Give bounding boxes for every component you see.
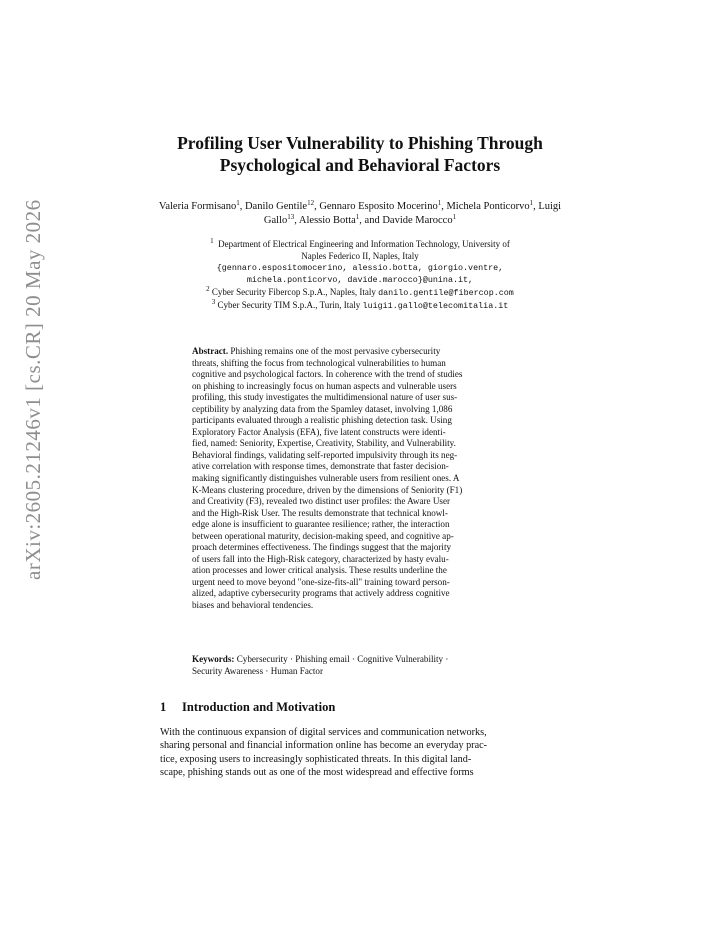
- email-list-line-2: michela.ponticorvo, davide.marocco}@unina.it,: [246, 275, 474, 285]
- abstract-line: between operational maturity, decision-making speed, and cognitive ap-: [192, 530, 454, 541]
- abstract-line: of users fall into the High-Risk category, characterized by hasty evalu-: [192, 553, 449, 564]
- email-address: luigi1.gallo@telecomitalia.it: [362, 301, 509, 311]
- abstract-line: K-Means clustering procedure, driven by the dimensions of Seniority (F1): [192, 484, 463, 495]
- paper-title: [140, 132, 580, 176]
- affiliation-block: [150, 238, 570, 312]
- author-affiliation-mark: 1: [452, 213, 457, 221]
- abstract-line: profiling, this study investigates the multidimensional nature of user sus-: [192, 392, 458, 403]
- author-name: Alessio Botta: [298, 215, 356, 226]
- author-name: Michela Ponticorvo: [446, 201, 530, 212]
- body-line: tice, exposing users to increasingly sophisticated threats. In this digital land-: [160, 753, 472, 765]
- section-heading: [160, 699, 335, 715]
- abstract-line: alized, adaptive cybersecurity programs that actively address cognitive: [192, 588, 450, 599]
- keywords: Keywords: Cybersecurity · Phishing email · Cognitive Vulnerability · Security Awareness · Human Factor: [192, 654, 449, 676]
- abstract-line: ative correlation with response times, demonstrate that faster decision-: [192, 461, 449, 472]
- affiliation-1: $^1$ Department of Electrical Engineering and Information Technology, University of: [210, 237, 510, 249]
- abstract-line: making significantly distinguishes vulnerable users from resilient ones. A: [192, 473, 460, 484]
- author-affiliation-mark: 1: [355, 213, 360, 221]
- author-name: Luigi Gallo: [263, 201, 562, 226]
- arxiv-identifier: arXiv:2605.21246v1 [cs.CR] 20 May 2026: [21, 199, 45, 580]
- author-affiliation-mark: 13: [287, 213, 295, 221]
- abstract-line: biases and behavioral tendencies.: [192, 600, 314, 611]
- section-title: Introduction and Motivation: [182, 700, 336, 714]
- title-line-1: Profiling User Vulnerability to Phishing Through: [177, 133, 543, 153]
- title-line-2: Psychological and Behavioral Factors: [219, 155, 501, 175]
- section-number: 1: [160, 700, 167, 714]
- abstract-label: Abstract.: [192, 346, 229, 356]
- body-line: sharing personal and financial information online has become an everyday prac-: [160, 740, 488, 752]
- author-affiliation-mark: 12: [307, 199, 315, 207]
- author-affiliation-mark: 1: [236, 199, 240, 207]
- body-line: scape, phishing stands out as one of the most widespread and effective forms: [160, 767, 474, 779]
- author-name: Davide Marocco: [382, 215, 453, 226]
- abstract-line: proach determines effectiveness. The findings suggest that the majority: [192, 542, 452, 553]
- author-name: Gennaro Esposito Mocerino: [319, 201, 438, 212]
- abstract-line: ceptibility by analyzing data from the Spamley dataset, involving 1,086: [192, 403, 453, 414]
- author-name: Danilo Gentile: [244, 201, 308, 212]
- abstract-line: threats, shifting the focus from technological vulnerabilities to human: [192, 357, 446, 368]
- affiliation-3: $^3$ Cyber Security TIM S.p.A., Turin, Italy luigi1.gallo@telecomitalia.it: [211, 298, 509, 311]
- abstract-line: fied, named: Seniority, Expertise, Creativity, Stability, and Vulnerability.: [192, 438, 456, 449]
- abstract-line: Abstract. Phishing remains one of the most pervasive cybersecurity: [192, 346, 441, 356]
- author-affiliation-mark: 1: [529, 199, 534, 207]
- author-list: Valeria Formisano$^1$, Danilo Gentile$^{12}$, Gennaro Esposito Mocerino$^1$, Michela Ponticorvo$^1$, Luigi Gallo$^{13}$, Alessio Botta$^1$, and Davide Marocco$^1$: [158, 199, 562, 226]
- body-line: With the continuous expansion of digital services and communication networks,: [160, 727, 487, 738]
- affiliation-2: $^2$ Cyber Security Fibercop S.p.A., Naples, Italy danilo.gentile@fibercop.com: [206, 285, 514, 298]
- introduction-body: [160, 726, 562, 780]
- affiliation-1-cont: Naples Federico II, Naples, Italy: [301, 251, 419, 261]
- abstract-line: Exploratory Factor Analysis (EFA), five latent constructs were identi-: [192, 426, 446, 437]
- abstract-line: ation processes and lower critical analysis. These results underline the: [192, 565, 447, 576]
- author-name: Valeria Formisano: [158, 201, 237, 212]
- abstract-line: and Creativity (F3), revealed two distinct user profiles: the Aware User: [192, 496, 451, 507]
- abstract: [192, 346, 532, 612]
- author-affiliation-mark: 1: [437, 199, 442, 207]
- keywords-label: Keywords:: [192, 654, 235, 664]
- abstract-line: urgent need to move beyond "one-size-fits-all" training toward person-: [192, 576, 450, 587]
- abstract-line: and the High-Risk User. The results demonstrate that technical knowl-: [192, 507, 448, 518]
- abstract-line: Behavioral findings, validating self-reported impulsivity through its neg-: [192, 449, 458, 460]
- abstract-line: cognitive and psychological factors. In coherence with the trend of studies: [192, 369, 463, 380]
- abstract-line: edge alone is insufficient to guarantee resilience; rather, the interaction: [192, 519, 450, 530]
- email-address: danilo.gentile@fibercop.com: [378, 288, 514, 298]
- abstract-line: participants evaluated through a realistic phishing detection task. Using: [192, 415, 452, 426]
- abstract-line: on phishing to increasingly focus on human aspects and vulnerable users: [192, 380, 457, 391]
- email-list-line-1: {gennaro.espositomocerino, alessio.botta, giorgio.ventre,: [216, 263, 504, 273]
